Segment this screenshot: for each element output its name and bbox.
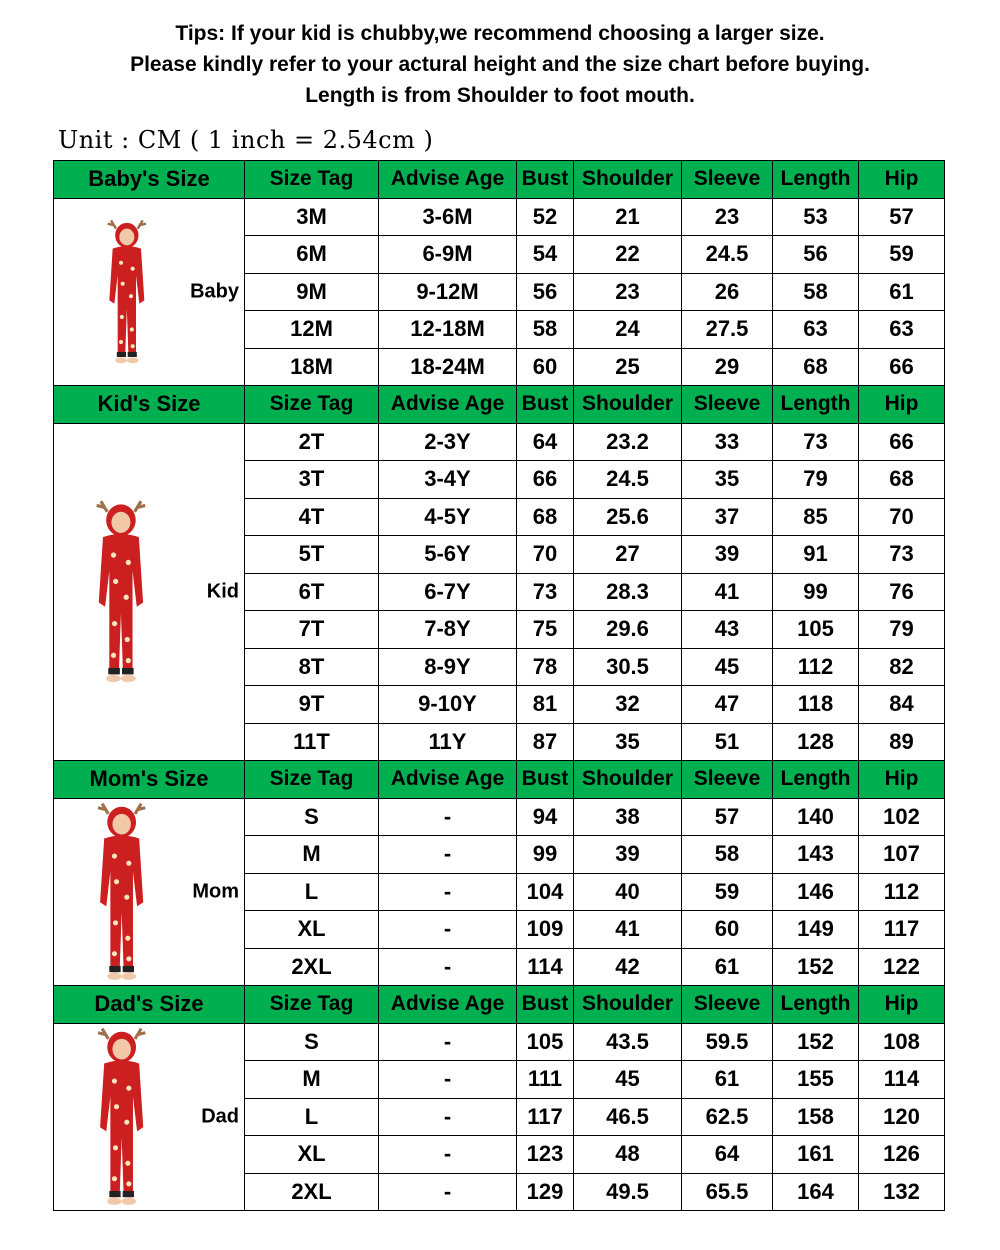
column-header: Shoulder: [574, 761, 682, 799]
table-cell: 2XL: [245, 1173, 379, 1211]
table-cell: 152: [773, 1023, 859, 1061]
table-cell: 70: [517, 536, 574, 574]
table-cell: 99: [773, 573, 859, 611]
table-cell: 39: [574, 836, 682, 874]
table-cell: 152: [773, 948, 859, 986]
table-cell: 59: [682, 873, 773, 911]
table-cell: 22: [574, 236, 682, 274]
section-title: Mom's Size: [54, 761, 245, 799]
table-cell: 70: [859, 498, 945, 536]
table-cell: 9M: [245, 273, 379, 311]
table-cell: 49.5: [574, 1173, 682, 1211]
column-header: Size Tag: [245, 986, 379, 1024]
section-header-row: [54, 761, 945, 799]
table-cell: 149: [773, 911, 859, 949]
table-cell: 39: [682, 536, 773, 574]
table-cell: 32: [574, 686, 682, 724]
model-figure-cell: [54, 1023, 245, 1211]
table-cell: 68: [859, 461, 945, 499]
table-cell: 87: [517, 723, 574, 761]
table-cell: 48: [574, 1136, 682, 1174]
table-cell: 64: [682, 1136, 773, 1174]
table-cell: 94: [517, 798, 574, 836]
column-header: Length: [773, 386, 859, 424]
table-row: [54, 198, 945, 236]
section-header-row: [54, 386, 945, 424]
table-cell: 43.5: [574, 1023, 682, 1061]
column-header: Bust: [517, 161, 574, 199]
table-cell: -: [379, 948, 517, 986]
table-row: [54, 1023, 945, 1061]
table-cell: 64: [517, 423, 574, 461]
table-cell: 140: [773, 798, 859, 836]
table-cell: 24: [574, 311, 682, 349]
table-cell: 8T: [245, 648, 379, 686]
table-cell: 12-18M: [379, 311, 517, 349]
table-cell: 84: [859, 686, 945, 724]
table-cell: 126: [859, 1136, 945, 1174]
table-cell: 46.5: [574, 1098, 682, 1136]
table-cell: 5T: [245, 536, 379, 574]
table-cell: 4T: [245, 498, 379, 536]
table-cell: 58: [773, 273, 859, 311]
column-header: Size Tag: [245, 161, 379, 199]
table-cell: -: [379, 1136, 517, 1174]
table-cell: 117: [859, 911, 945, 949]
table-cell: 73: [517, 573, 574, 611]
tips-line-1: Tips: If your kid is chubby,we recommend choosing a larger size.: [175, 22, 825, 45]
table-cell: 91: [773, 536, 859, 574]
table-cell: -: [379, 1098, 517, 1136]
table-cell: 60: [682, 911, 773, 949]
table-cell: -: [379, 1173, 517, 1211]
table-cell: 29.6: [574, 611, 682, 649]
table-cell: 104: [517, 873, 574, 911]
table-cell: 24.5: [574, 461, 682, 499]
table-cell: M: [245, 1061, 379, 1099]
column-header: Shoulder: [574, 986, 682, 1024]
table-cell: 105: [773, 611, 859, 649]
column-header: Hip: [859, 986, 945, 1024]
size-chart-table: [53, 160, 945, 1211]
column-header: Sleeve: [682, 161, 773, 199]
table-cell: -: [379, 836, 517, 874]
table-cell: 30.5: [574, 648, 682, 686]
table-cell: 2T: [245, 423, 379, 461]
column-header: Size Tag: [245, 761, 379, 799]
table-cell: 129: [517, 1173, 574, 1211]
table-cell: 40: [574, 873, 682, 911]
table-cell: 73: [859, 536, 945, 574]
column-header: Shoulder: [574, 386, 682, 424]
table-cell: 122: [859, 948, 945, 986]
table-cell: 35: [574, 723, 682, 761]
table-cell: 82: [859, 648, 945, 686]
table-cell: 143: [773, 836, 859, 874]
column-header: Hip: [859, 761, 945, 799]
figure-label: Mom: [192, 880, 239, 903]
table-cell: 114: [517, 948, 574, 986]
figure-label: Baby: [190, 280, 239, 303]
table-cell: 61: [682, 1061, 773, 1099]
column-header: Advise Age: [379, 986, 517, 1024]
table-cell: S: [245, 1023, 379, 1061]
table-cell: 41: [682, 573, 773, 611]
table-cell: 146: [773, 873, 859, 911]
table-cell: 23: [682, 198, 773, 236]
table-cell: 66: [517, 461, 574, 499]
column-header: Sleeve: [682, 386, 773, 424]
table-cell: 99: [517, 836, 574, 874]
column-header: Shoulder: [574, 161, 682, 199]
tips-line-2: Please kindly refer to your actural height and the size chart before buying.: [130, 53, 870, 76]
table-cell: 33: [682, 423, 773, 461]
unit-note: Unit : CM ( 1 inch = 2.54cm ): [58, 126, 434, 154]
section-title: Dad's Size: [54, 986, 245, 1024]
table-cell: 114: [859, 1061, 945, 1099]
table-cell: 85: [773, 498, 859, 536]
table-cell: 9-10Y: [379, 686, 517, 724]
table-cell: 18M: [245, 348, 379, 386]
model-figure-cell: [54, 798, 245, 986]
column-header: Bust: [517, 386, 574, 424]
table-cell: 81: [517, 686, 574, 724]
section-title: Baby's Size: [54, 161, 245, 199]
tips-text: [0, 18, 1000, 111]
table-cell: 9-12M: [379, 273, 517, 311]
column-header: Length: [773, 986, 859, 1024]
table-cell: 6M: [245, 236, 379, 274]
table-cell: 155: [773, 1061, 859, 1099]
table-cell: 109: [517, 911, 574, 949]
table-cell: XL: [245, 1136, 379, 1174]
table-cell: 26: [682, 273, 773, 311]
table-cell: 59.5: [682, 1023, 773, 1061]
table-cell: 6T: [245, 573, 379, 611]
section-title: Kid's Size: [54, 386, 245, 424]
table-cell: 75: [517, 611, 574, 649]
table-cell: 78: [517, 648, 574, 686]
table-cell: 120: [859, 1098, 945, 1136]
table-cell: 76: [859, 573, 945, 611]
table-cell: 11Y: [379, 723, 517, 761]
table-cell: 63: [859, 311, 945, 349]
table-row: [54, 798, 945, 836]
table-cell: XL: [245, 911, 379, 949]
table-cell: 8-9Y: [379, 648, 517, 686]
table-cell: 29: [682, 348, 773, 386]
table-cell: L: [245, 873, 379, 911]
table-cell: 112: [773, 648, 859, 686]
table-cell: 23: [574, 273, 682, 311]
column-header: Advise Age: [379, 761, 517, 799]
table-cell: 66: [859, 348, 945, 386]
table-cell: 73: [773, 423, 859, 461]
table-row: [54, 423, 945, 461]
table-cell: 45: [574, 1061, 682, 1099]
table-cell: 7-8Y: [379, 611, 517, 649]
table-cell: 3M: [245, 198, 379, 236]
column-header: Hip: [859, 161, 945, 199]
table-cell: 25.6: [574, 498, 682, 536]
table-cell: 56: [517, 273, 574, 311]
column-header: Sleeve: [682, 986, 773, 1024]
table-cell: 54: [517, 236, 574, 274]
column-header: Advise Age: [379, 386, 517, 424]
table-cell: 23.2: [574, 423, 682, 461]
column-header: Length: [773, 161, 859, 199]
column-header: Sleeve: [682, 761, 773, 799]
table-cell: 11T: [245, 723, 379, 761]
table-cell: 58: [517, 311, 574, 349]
table-cell: 35: [682, 461, 773, 499]
table-cell: 37: [682, 498, 773, 536]
table-cell: 66: [859, 423, 945, 461]
table-cell: 79: [859, 611, 945, 649]
table-cell: 111: [517, 1061, 574, 1099]
table-cell: 65.5: [682, 1173, 773, 1211]
table-cell: 47: [682, 686, 773, 724]
table-cell: 107: [859, 836, 945, 874]
table-cell: 79: [773, 461, 859, 499]
table-cell: 60: [517, 348, 574, 386]
table-cell: 43: [682, 611, 773, 649]
column-header: Size Tag: [245, 386, 379, 424]
table-cell: 42: [574, 948, 682, 986]
table-cell: 7T: [245, 611, 379, 649]
table-cell: 28.3: [574, 573, 682, 611]
table-cell: 51: [682, 723, 773, 761]
table-cell: 89: [859, 723, 945, 761]
table-cell: 61: [682, 948, 773, 986]
table-cell: 38: [574, 798, 682, 836]
tips-line-3: Length is from Shoulder to foot mouth.: [305, 84, 695, 107]
table-cell: 59: [859, 236, 945, 274]
table-cell: 3T: [245, 461, 379, 499]
table-cell: 123: [517, 1136, 574, 1174]
table-cell: 57: [682, 798, 773, 836]
table-cell: 62.5: [682, 1098, 773, 1136]
table-cell: 118: [773, 686, 859, 724]
table-cell: 108: [859, 1023, 945, 1061]
table-cell: -: [379, 1023, 517, 1061]
table-cell: -: [379, 911, 517, 949]
table-cell: 58: [682, 836, 773, 874]
table-cell: 102: [859, 798, 945, 836]
column-header: Bust: [517, 986, 574, 1024]
table-cell: 68: [517, 498, 574, 536]
table-cell: 6-9M: [379, 236, 517, 274]
table-cell: L: [245, 1098, 379, 1136]
table-cell: 3-4Y: [379, 461, 517, 499]
model-figure-cell: [54, 423, 245, 761]
table-cell: 2-3Y: [379, 423, 517, 461]
table-cell: S: [245, 798, 379, 836]
table-cell: 18-24M: [379, 348, 517, 386]
table-cell: 5-6Y: [379, 536, 517, 574]
table-cell: 4-5Y: [379, 498, 517, 536]
table-cell: 9T: [245, 686, 379, 724]
table-cell: 161: [773, 1136, 859, 1174]
column-header: Advise Age: [379, 161, 517, 199]
section-header-row: [54, 161, 945, 199]
table-cell: 117: [517, 1098, 574, 1136]
table-cell: 27.5: [682, 311, 773, 349]
section-header-row: [54, 986, 945, 1024]
table-cell: 52: [517, 198, 574, 236]
column-header: Hip: [859, 386, 945, 424]
table-cell: 41: [574, 911, 682, 949]
model-figure-cell: [54, 198, 245, 386]
table-cell: -: [379, 798, 517, 836]
table-cell: 164: [773, 1173, 859, 1211]
table-cell: 6-7Y: [379, 573, 517, 611]
table-cell: 128: [773, 723, 859, 761]
table-cell: 68: [773, 348, 859, 386]
table-cell: 105: [517, 1023, 574, 1061]
table-cell: 3-6M: [379, 198, 517, 236]
table-cell: 25: [574, 348, 682, 386]
table-cell: 132: [859, 1173, 945, 1211]
table-cell: 45: [682, 648, 773, 686]
figure-label: Dad: [201, 1105, 239, 1128]
table-cell: 24.5: [682, 236, 773, 274]
column-header: Length: [773, 761, 859, 799]
table-cell: 53: [773, 198, 859, 236]
table-cell: 112: [859, 873, 945, 911]
table-cell: 12M: [245, 311, 379, 349]
table-cell: -: [379, 873, 517, 911]
table-cell: M: [245, 836, 379, 874]
figure-label: Kid: [206, 580, 239, 603]
table-cell: 56: [773, 236, 859, 274]
table-cell: 63: [773, 311, 859, 349]
table-cell: 2XL: [245, 948, 379, 986]
table-cell: 27: [574, 536, 682, 574]
table-cell: 21: [574, 198, 682, 236]
table-cell: -: [379, 1061, 517, 1099]
table-cell: 158: [773, 1098, 859, 1136]
table-cell: 57: [859, 198, 945, 236]
column-header: Bust: [517, 761, 574, 799]
table-cell: 61: [859, 273, 945, 311]
